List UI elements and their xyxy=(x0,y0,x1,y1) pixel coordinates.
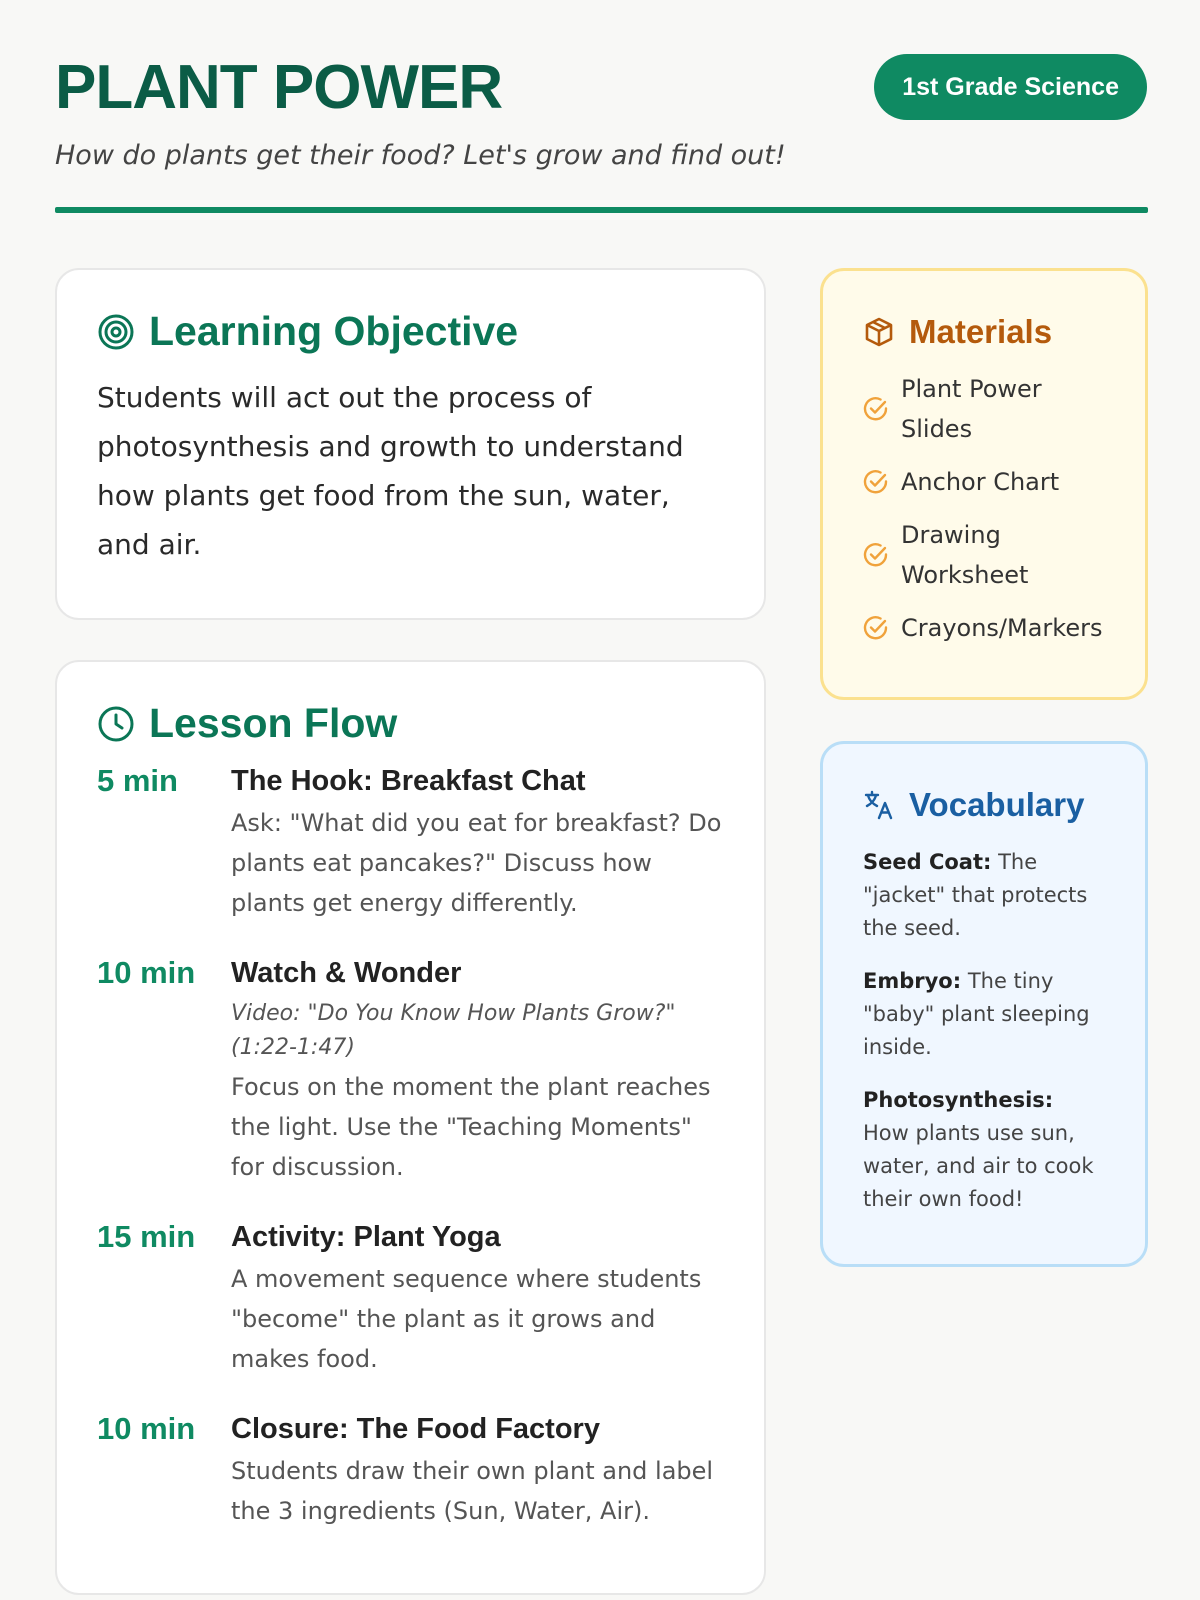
step-title: The Hook: Breakfast Chat xyxy=(231,765,586,797)
materials-item xyxy=(863,515,1105,595)
materials-item xyxy=(863,462,1105,502)
materials-card xyxy=(820,268,1148,700)
materials-list xyxy=(863,369,1105,648)
page-subtitle: How do plants get their food? Let's grow and find out! xyxy=(55,140,786,171)
step-description: A movement sequence where students "become" the plant as it grows and makes food. xyxy=(231,1265,702,1373)
vocabulary-entry xyxy=(863,965,1105,1064)
materials-item-label: Drawing Worksheet xyxy=(901,521,1029,589)
lesson-flow-title: Lesson Flow xyxy=(149,700,398,746)
header-divider xyxy=(55,207,1148,213)
translate-icon xyxy=(863,789,895,821)
vocabulary-entry xyxy=(863,1084,1105,1216)
step-title: Activity: Plant Yoga xyxy=(231,1221,501,1253)
step-description: Ask: "What did you eat for breakfast? Do plants eat pancakes?" Discuss how plants get energy differently. xyxy=(231,809,722,917)
materials-item xyxy=(863,369,1105,449)
vocabulary-definition: How plants use sun, water, and air to cook their own food! xyxy=(863,1121,1094,1211)
grade-badge: 1st Grade Science xyxy=(874,54,1147,120)
vocabulary-term: Photosynthesis: xyxy=(863,1088,1054,1112)
clock-icon xyxy=(97,705,135,743)
vocabulary-card xyxy=(820,741,1148,1267)
lesson-flow-list xyxy=(97,761,724,1531)
page-title: PLANT POWER xyxy=(55,53,503,122)
page-header xyxy=(55,52,1147,174)
target-icon xyxy=(97,313,135,351)
vocabulary-title: Vocabulary xyxy=(909,786,1085,823)
step-duration: 5 min xyxy=(97,763,178,798)
vocabulary-entry xyxy=(863,846,1105,945)
vocabulary-term: Seed Coat: xyxy=(863,850,992,874)
step-description: Focus on the moment the plant reaches the light. Use the "Teaching Moments" for discussion. xyxy=(231,1073,711,1181)
step-duration: 15 min xyxy=(97,1219,196,1254)
vocabulary-definition: The "jacket" that protects the seed. xyxy=(863,850,1088,940)
step-description: Students draw their own plant and label the 3 ingredients (Sun, Water, Air). xyxy=(231,1457,714,1525)
check-circle-icon xyxy=(863,542,889,568)
lesson-step xyxy=(97,1217,724,1379)
vocabulary-term: Embryo: xyxy=(863,969,962,993)
check-circle-icon xyxy=(863,615,889,641)
step-duration: 10 min xyxy=(97,1411,196,1446)
learning-objective-title: Learning Objective xyxy=(149,308,519,354)
materials-item xyxy=(863,608,1105,648)
step-duration: 10 min xyxy=(97,955,196,990)
materials-item-label: Plant Power Slides xyxy=(901,375,1042,443)
step-title: Closure: The Food Factory xyxy=(231,1413,600,1445)
check-circle-icon xyxy=(863,396,889,422)
vocabulary-heading xyxy=(863,786,1105,824)
materials-item-label: Crayons/Markers xyxy=(901,614,1103,642)
materials-heading xyxy=(863,313,1105,351)
learning-objective-text: Students will act out the process of photosynthesis and growth to understand how plants get food from the sun, water, and air. xyxy=(97,381,684,561)
learning-objective-card xyxy=(55,268,766,620)
check-circle-icon xyxy=(863,469,889,495)
materials-item-label: Anchor Chart xyxy=(901,468,1060,496)
lesson-step xyxy=(97,1409,724,1531)
vocabulary-list xyxy=(863,846,1105,1216)
lesson-flow-heading xyxy=(97,700,724,747)
box-icon xyxy=(863,316,895,348)
lesson-step xyxy=(97,953,724,1187)
lesson-step xyxy=(97,761,724,923)
learning-objective-heading xyxy=(97,308,724,355)
vocabulary-definition: The tiny "baby" plant sleeping inside. xyxy=(863,969,1090,1059)
materials-title: Materials xyxy=(909,313,1053,350)
step-title: Watch & Wonder xyxy=(231,957,462,989)
lesson-flow-card xyxy=(55,660,766,1595)
step-video-reference: Video: "Do You Know How Plants Grow?" (1:22-1:47) xyxy=(231,1001,676,1060)
